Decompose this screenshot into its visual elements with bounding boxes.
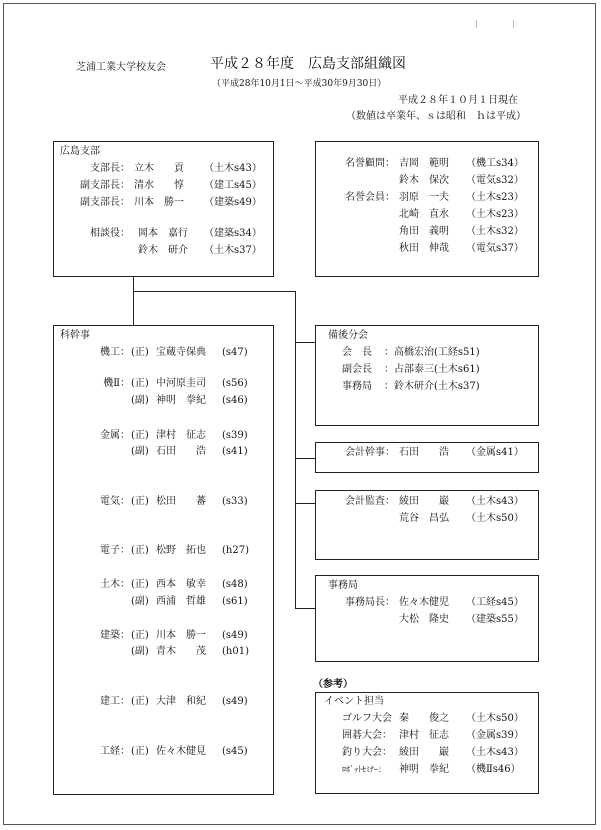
cell-text: (h27) [222, 545, 249, 556]
cell-text: 秋田 伸哉 [399, 243, 449, 254]
cell-text: 神明 拳紀 [156, 395, 206, 406]
cell-text: 囲碁大会： [342, 730, 392, 741]
office-box [315, 575, 539, 662]
connector-line [295, 291, 296, 609]
cell-text: 石田 浩 [156, 446, 206, 457]
cell-text: 会計幹事： [345, 447, 395, 458]
cell-text: ﾛﾎﾞｯﾄｾﾐﾅｰ： [342, 765, 386, 774]
cell-text: （機工s34） [466, 158, 524, 169]
cell-text: (正) [131, 430, 149, 441]
cell-text: 川本 勝一 [134, 197, 184, 208]
cell-text: 佐々木健児 [399, 597, 449, 608]
cell-text: （土木s43） [466, 747, 524, 758]
cell-text: 機Ⅱ： [103, 378, 130, 389]
cell-text: （土木s43） [204, 163, 262, 174]
cell-text: （建工s45） [204, 180, 262, 191]
cell-text: 鈴木 保次 [399, 175, 449, 186]
cell-text: （土木s37） [204, 245, 262, 256]
cell-text: (s46) [222, 395, 248, 406]
bingo-title: 備後分会 [328, 330, 368, 341]
cell-text: 建築： [100, 630, 130, 641]
cell-text: 立木 貢 [134, 163, 184, 174]
cell-text: 川本 勝一 [156, 630, 206, 641]
cell-text: 青木 茂 [156, 646, 206, 657]
cell-text: （建築s55） [466, 614, 524, 625]
cell-text: (s47) [222, 347, 248, 358]
cell-text: (s49) [222, 630, 248, 641]
cell-text: 吉岡 範明 [399, 158, 449, 169]
cell-text: (h01) [222, 646, 249, 657]
cell-text: ：高橋宏治(工経s51) [384, 347, 480, 358]
cell-text: 金属： [100, 430, 130, 441]
cell-text: 津村 征志 [399, 730, 449, 741]
cell-text: 工経： [100, 746, 130, 757]
cell-text: (s49) [222, 696, 248, 707]
cell-text: (s45) [222, 746, 248, 757]
cell-text: (正) [131, 496, 149, 507]
cell-text: 土木： [100, 579, 130, 590]
accounting-box [315, 442, 539, 473]
connector-line [295, 503, 315, 504]
cell-text: ：鈴木研介(土木s37) [384, 381, 480, 392]
cell-text: 釣り大会： [342, 747, 392, 758]
page-title: 平成２８年度 広島支部組織図 [210, 56, 406, 72]
scan-mark [476, 20, 480, 28]
cell-text: (正) [131, 746, 149, 757]
cell-text: 機工： [100, 347, 130, 358]
cell-text: 佐々木健見 [156, 746, 206, 757]
cell-text: （金属s39） [466, 730, 524, 741]
org-name: 芝浦工業大学校友会 [76, 62, 166, 73]
cell-text: (副) [131, 446, 149, 457]
connector-line [133, 291, 296, 292]
cell-text: 副会長 [342, 364, 372, 375]
cell-text: 名誉顧問： [345, 158, 395, 169]
cell-text: 秦 俊之 [399, 713, 449, 724]
cell-text: 角田 義明 [399, 226, 449, 237]
cell-text: (s56) [222, 378, 248, 389]
as-of-date: 平成２８年１０月１日現在 [398, 95, 518, 106]
departments-title: 科幹事 [60, 330, 90, 341]
cell-text: 事務局 [342, 381, 372, 392]
cell-text: 綾田 巌 [399, 747, 449, 758]
cell-text: (正) [131, 630, 149, 641]
departments-box [53, 325, 274, 795]
cell-text: 羽原 一夫 [399, 192, 449, 203]
cell-text: 松野 拓也 [156, 545, 206, 556]
cell-text: 岡本 嘉行 [138, 228, 188, 239]
bingo-box [315, 325, 539, 426]
branch-title: 広島支部 [60, 146, 100, 157]
cell-text: 大松 隆史 [399, 614, 449, 625]
legend-note: （数値は卒業年、ｓは昭和 ｈは平成） [346, 111, 526, 122]
cell-text: (正) [131, 347, 149, 358]
cell-text: 鈴木 研介 [138, 245, 188, 256]
cell-text: 宝蔵寺保典 [156, 347, 206, 358]
events-title: イベント担当 [324, 696, 384, 707]
cell-text: （土木s23） [466, 209, 524, 220]
cell-text: 中河原圭司 [156, 378, 206, 389]
cell-text: 綾田 巌 [399, 496, 449, 507]
term-period: （平成28年10月1日～平成30年9月30日） [212, 79, 387, 89]
cell-text: (正) [131, 696, 149, 707]
cell-text: 建工： [100, 696, 130, 707]
cell-text: 神明 拳紀 [399, 764, 449, 775]
cell-text: 会 長 [342, 347, 372, 358]
cell-text: 副支部長： [80, 180, 130, 191]
connector-line [295, 342, 315, 343]
cell-text: 荒谷 昌弘 [399, 513, 449, 524]
cell-text: 相談役： [90, 228, 130, 239]
cell-text: 副支部長： [80, 197, 130, 208]
cell-text: （土木s43） [466, 496, 524, 507]
cell-text: 大津 和紀 [156, 696, 206, 707]
cell-text: （土木s50） [466, 713, 524, 724]
cell-text: 西浦 哲雄 [156, 596, 206, 607]
cell-text: 支部長： [90, 163, 130, 174]
cell-text: 津村 征志 [156, 430, 206, 441]
cell-text: 会計監査： [345, 496, 395, 507]
cell-text: (s39) [222, 430, 248, 441]
connector-line [295, 608, 315, 609]
office-title: 事務局 [328, 580, 358, 591]
cell-text: (正) [131, 378, 149, 389]
cell-text: (正) [131, 545, 149, 556]
cell-text: (s48) [222, 579, 248, 590]
scan-mark [513, 20, 517, 28]
connector-line [295, 458, 315, 459]
cell-text: 名誉会員： [345, 192, 395, 203]
cell-text: 西本 敏幸 [156, 579, 206, 590]
cell-text: （建築s49） [204, 197, 262, 208]
cell-text: （電気s37） [466, 243, 524, 254]
branch-box [53, 141, 274, 277]
cell-text: （土木s23） [466, 192, 524, 203]
cell-text: （機Ⅱs46） [466, 764, 521, 775]
audit-box [315, 490, 539, 560]
cell-text: （建築s34） [204, 228, 262, 239]
cell-text: ：占部泰三(土木s61) [384, 364, 480, 375]
honorary-box [315, 141, 539, 277]
events-box [315, 692, 539, 794]
cell-text: 清水 惇 [134, 180, 184, 191]
cell-text: 松田 蕃 [156, 496, 206, 507]
cell-text: (s61) [222, 596, 248, 607]
cell-text: 石田 浩 [399, 447, 449, 458]
cell-text: (s33) [222, 496, 248, 507]
cell-text: (副) [131, 395, 149, 406]
cell-text: (副) [131, 596, 149, 607]
cell-text: （工経s45） [466, 597, 524, 608]
cell-text: 事務局長： [345, 597, 395, 608]
cell-text: ゴルフ大会 [342, 713, 392, 724]
reference-label: （参考） [313, 679, 353, 690]
cell-text: (副) [131, 646, 149, 657]
cell-text: 北崎 直水 [399, 209, 449, 220]
cell-text: 電子： [100, 545, 130, 556]
cell-text: （電気s32） [466, 175, 524, 186]
cell-text: （金属s41） [466, 447, 524, 458]
cell-text: （土木s50） [466, 513, 524, 524]
cell-text: 電気： [100, 496, 130, 507]
cell-text: （土木s32） [466, 226, 524, 237]
cell-text: (s41) [222, 446, 248, 457]
cell-text: (正) [131, 579, 149, 590]
connector-line [133, 276, 134, 326]
